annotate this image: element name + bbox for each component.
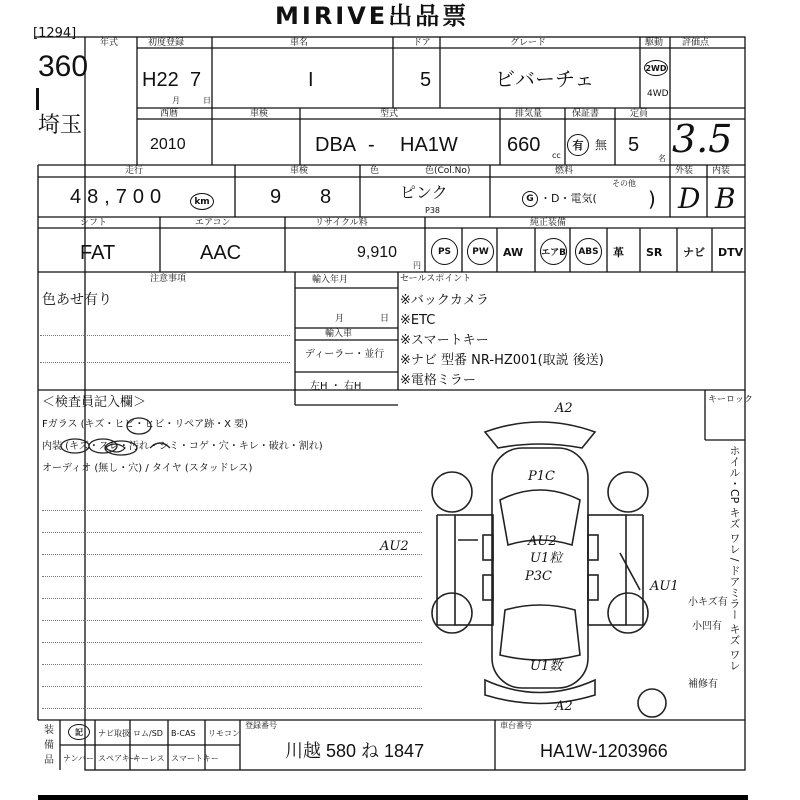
- footer-tag-r2-3: スマートキー: [171, 754, 219, 763]
- fuel-close: ): [648, 187, 656, 211]
- lot-divider: [36, 88, 39, 110]
- damage-mark-1: P1C: [528, 469, 555, 484]
- damage-mark-2: AU2: [380, 539, 409, 554]
- footer-tag-r2-2: キーレス: [133, 754, 165, 763]
- lot-number: 360: [38, 50, 89, 83]
- lot-region: 埼玉: [38, 113, 83, 138]
- first-reg-month: 7: [190, 69, 202, 91]
- kata-dash: -: [368, 134, 375, 156]
- chassis-value: HA1W-1203966: [540, 741, 668, 761]
- notes-line-2: [40, 362, 290, 363]
- label-exterior: 外装: [675, 166, 694, 176]
- damage-mark-3: AU2: [528, 534, 557, 549]
- label-model-name: 車名: [290, 38, 309, 48]
- equip-item-8: DTV: [718, 246, 744, 259]
- inspection-line-2: オーディオ (無し・穴) / タイヤ (スタッドレス): [42, 463, 253, 474]
- damage-mark-0: A2: [555, 401, 573, 416]
- capacity-unit: 名: [658, 154, 666, 163]
- label-keyless: キーロック: [708, 395, 753, 405]
- import-steering: 左H ・ 右H: [310, 381, 362, 392]
- footer-tag-r1-0: 記: [68, 724, 90, 740]
- inspection-dot-line-5: [42, 620, 422, 621]
- lot-code: [1294]: [33, 26, 77, 41]
- equip-item-1: PW: [467, 238, 494, 265]
- recycle-fee: 9,910: [357, 244, 398, 261]
- footer-tag-r1-3: B-CAS: [171, 729, 196, 738]
- first-reg-era: H22: [142, 69, 179, 91]
- exterior-grade: D: [678, 182, 701, 215]
- label-aircon: エアコン: [195, 218, 231, 228]
- sale-point-0: ※バックカメラ: [400, 293, 489, 308]
- capacity-value: 5: [628, 134, 640, 156]
- inspection-dot-line-1: [42, 532, 422, 533]
- footer-side-1: 備: [44, 740, 54, 751]
- kata-prefix: DBA: [315, 134, 357, 156]
- warranty-yes: 有: [572, 139, 584, 152]
- fuel-g-circle: G: [522, 191, 538, 207]
- label-displacement: 排気量: [515, 109, 543, 119]
- footer-side-0: 装: [44, 725, 54, 736]
- label-color: 色: [370, 166, 380, 176]
- equip-item-4: ABS: [575, 238, 602, 265]
- label-mileage: 走行: [125, 166, 144, 176]
- label-grade: グレード: [510, 38, 547, 48]
- shaken-month: 8: [320, 186, 332, 208]
- bottom-bar: [38, 795, 748, 800]
- year-western: 2010: [150, 136, 186, 153]
- damage-mark-4: U1粒: [530, 551, 563, 566]
- damage-mark-6: AU1: [650, 579, 679, 594]
- warranty-no: 無: [595, 138, 608, 152]
- footer-tag-r1-4: リモコン: [208, 729, 240, 738]
- right-note-1: 小凹有: [692, 621, 722, 632]
- inspection-dot-line-8: [42, 686, 422, 687]
- label-plate: 登録番号: [245, 721, 277, 730]
- doors-value: 5: [420, 69, 432, 91]
- mileage-value: 48,700: [70, 186, 168, 208]
- color-code: P38: [425, 206, 441, 215]
- form-title: MIRIVE出品票: [275, 2, 470, 30]
- sale-point-1: ※ETC: [400, 313, 436, 328]
- equip-item-0: PS: [431, 238, 458, 265]
- import-day: 日: [380, 314, 390, 324]
- equip-item-3: エアB: [540, 238, 567, 265]
- inspection-dot-line-7: [42, 664, 422, 665]
- plate-value: 川越 580 ね 1847: [285, 741, 425, 761]
- aircon-value: AAC: [200, 242, 242, 264]
- import-dealer: ディーラー・並行: [305, 349, 385, 360]
- damage-mark-7: U1数: [530, 659, 563, 674]
- equip-item-2: AW: [503, 246, 524, 259]
- recycle-unit: 円: [413, 261, 421, 270]
- label-interior: 内装: [712, 166, 731, 176]
- label-rating: 評価点: [682, 38, 710, 48]
- label-year: 年式: [100, 38, 119, 48]
- first-reg-month-label: 月: [172, 96, 180, 105]
- damage-mark-8: A2: [555, 699, 573, 714]
- inspection-dot-line-2: [42, 554, 422, 555]
- inspection-dot-line-4: [42, 598, 422, 599]
- label-sale-points: セールスポイント: [400, 274, 472, 284]
- sale-point-3: ※ナビ 型番 NR-HZ001(取説 後送): [400, 353, 604, 368]
- first-reg-day-label: 日: [203, 96, 211, 105]
- import-top: 輸入年月: [312, 275, 349, 285]
- color-value: ピンク: [400, 185, 448, 202]
- label-recycle: リサイクル料: [315, 218, 368, 228]
- notes-main: 色あせ有り: [42, 292, 112, 308]
- interior-grade: B: [715, 182, 736, 215]
- label-first-reg: 初度登録: [148, 38, 185, 48]
- label-color-code: 色(Col.No): [425, 166, 471, 176]
- shaken-year: 9: [270, 186, 282, 208]
- inspection-dot-line-9: [42, 708, 422, 709]
- footer-tag-r1-1: ナビ取扱: [98, 729, 130, 738]
- right-note-0: 小キズ有: [688, 597, 728, 608]
- footer-tag-r2-1: スペアキー: [98, 754, 138, 763]
- right-column-text: ホイル・CP キズ ワレ / ドアミラー キズ ワレ: [728, 445, 741, 671]
- drive-2wd: 2WD: [645, 63, 667, 73]
- footer-tag-r1-2: ロム/SD: [133, 729, 163, 738]
- label-shift: シフト: [80, 218, 108, 228]
- kata-value: HA1W: [400, 134, 458, 156]
- label-drive: 駆動: [645, 38, 664, 48]
- label-equip: 純正装備: [530, 218, 567, 228]
- label-nishiki: 西暦: [160, 109, 179, 119]
- sale-point-4: ※電格ミラー: [400, 373, 476, 388]
- label-warranty: 保証書: [572, 109, 600, 119]
- displacement-unit: cc: [552, 151, 561, 160]
- label-capacity: 定員: [630, 109, 649, 119]
- inspection-dot-line-3: [42, 576, 422, 577]
- model-code: I: [308, 69, 314, 91]
- inspection-dot-line-6: [42, 642, 422, 643]
- inspection-dot-line-0: [42, 510, 422, 511]
- mileage-unit-circle: [190, 193, 214, 210]
- equip-item-5: 革: [613, 246, 624, 259]
- label-chassis: 車台番号: [500, 721, 532, 730]
- label-inspector: ＜検査員記入欄＞: [42, 395, 147, 410]
- label-fuel: 燃料: [555, 166, 574, 176]
- label-notes: 注意事項: [150, 274, 187, 284]
- fuel-other: その他: [612, 179, 636, 188]
- inspection-line-0: Fガラス (キズ・ヒビ・ヒビ・リペア跡・X 要): [42, 419, 249, 430]
- equip-item-6: SR: [646, 246, 663, 259]
- grade-value: ビバーチェ: [495, 69, 595, 91]
- equip-item-7: ナビ: [683, 246, 705, 259]
- notes-line-1: [40, 335, 290, 336]
- sale-point-2: ※スマートキー: [400, 333, 489, 348]
- damage-mark-5: P3C: [525, 569, 552, 584]
- drive-4wd: 4WD: [647, 89, 669, 99]
- mileage-unit: km: [194, 196, 210, 207]
- footer-tag-r2-0: ナンバー: [63, 754, 95, 763]
- import-section-label: 輸入車: [325, 329, 353, 339]
- import-month: 月: [335, 314, 345, 324]
- fuel-rest: ・D・電気(: [540, 192, 597, 205]
- warranty-yes-circle: [567, 134, 589, 156]
- footer-side-2: 品: [44, 755, 54, 766]
- label-shaken: 車検: [250, 109, 269, 119]
- label-kata: 型式: [380, 109, 399, 119]
- label-shaken2: 車検: [290, 166, 309, 176]
- label-doors: ドア: [413, 38, 431, 48]
- displacement-value: 660: [507, 134, 541, 156]
- right-note-2: 補修有: [688, 679, 718, 690]
- inspection-line-1: 内装 (キズ・スレ・汚れ・シミ・コゲ・穴・キレ・破れ・割れ): [42, 441, 323, 452]
- drive-2wd-circle: [644, 60, 668, 76]
- shift-value: FAT: [80, 242, 116, 264]
- rating-value: 3.5: [672, 117, 733, 161]
